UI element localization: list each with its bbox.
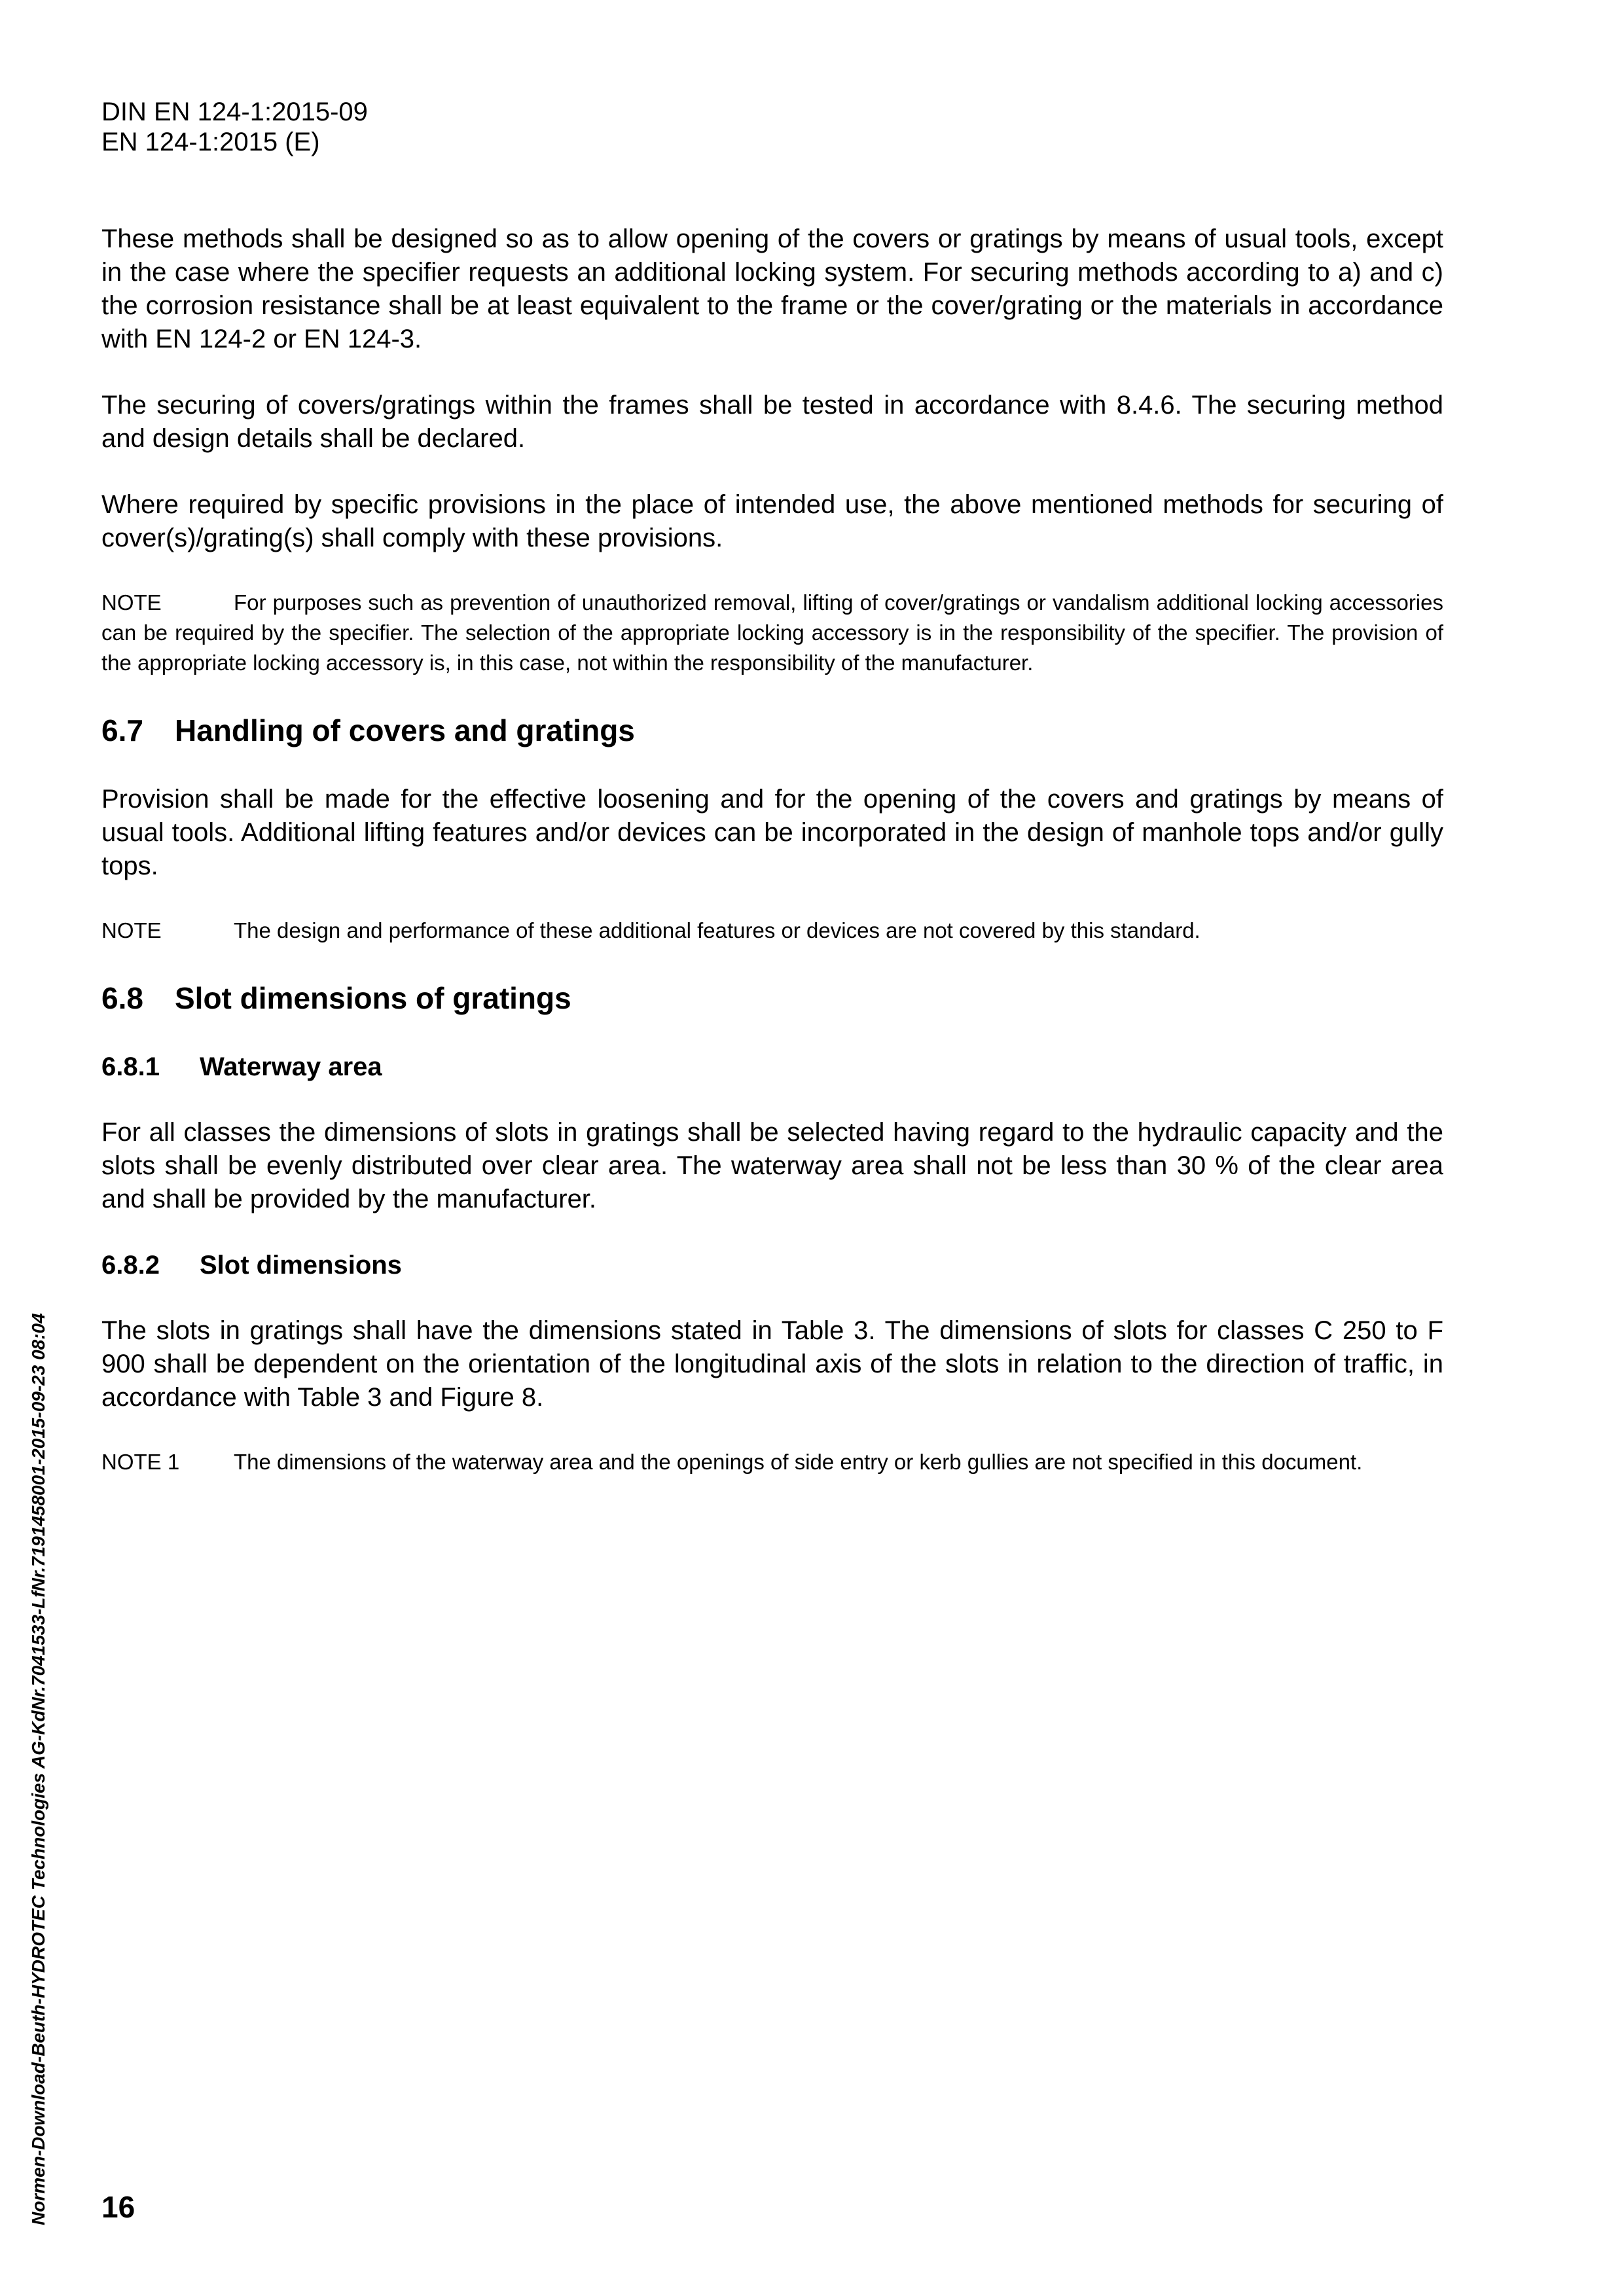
paragraph-specific-provisions: Where required by specific provisions in the place of intended use, the above mentioned methods for securing of cover(s)/grating(s) shall comply with these provisions. <box>101 490 1443 552</box>
note-label: NOTE <box>101 590 162 615</box>
page-number: 16 <box>101 2190 135 2224</box>
paragraph-waterway-area: For all classes the dimensions of slots in gratings shall be selected having regard to the hydraulic capacity and the slots shall be evenly distributed over clear area. The waterway area shall not be less than 30 % of the clear area and shall be provided by the manufacturer. <box>101 1118 1443 1213</box>
section-heading-6-8 <box>101 980 1443 1016</box>
header-din-number: DIN EN 124-1:2015-09 <box>101 98 368 126</box>
subsection-number: 6.8.1 <box>101 1052 160 1081</box>
section-number: 6.8 <box>101 981 143 1015</box>
section-heading-6-7 <box>101 712 1443 749</box>
note-text: For purposes such as prevention of unauthorized removal, lifting of cover/gratings or vandalism additional locking accessories can be required by the specifier. The selection of the appropriate locking accessory is in the responsibility of the specifier. The provision of the appropriate locking accessory is, in this case, not within the responsibility of the manufacturer. <box>101 590 1443 675</box>
paragraph-securing-test: The securing of covers/gratings within the frames shall be tested in accordance with 8.4.6. The securing method and design details shall be declared. <box>101 391 1443 453</box>
subsection-title: Waterway area <box>200 1052 382 1081</box>
paragraph-slot-dimensions: The slots in gratings shall have the dimensions stated in Table 3. The dimensions of slots for classes C 250 to F 900 shall be dependent on the orientation of the longitudinal axis of the slots in relation to the direction of traffic, in accordance with Table 3 and Figure 8. <box>101 1316 1443 1412</box>
subsection-number: 6.8.2 <box>101 1251 160 1280</box>
note-text: The design and performance of these additional features or devices are not covered by this standard. <box>234 918 1200 942</box>
note-text: The dimensions of the waterway area and the openings of side entry or kerb gullies are not specified in this document. <box>234 1450 1363 1474</box>
note-label: NOTE 1 <box>101 1450 180 1474</box>
subsection-heading-6-8-2 <box>101 1249 1443 1282</box>
paragraph-handling: Provision shall be made for the effective loosening and for the opening of the covers and gratings by means of usual tools. Additional lifting features and/or devices can be incorporated in the design of manhole tops and/or gully tops. <box>101 785 1443 880</box>
main-content <box>101 223 1443 1511</box>
paragraph-securing-methods: These methods shall be designed so as to allow opening of the covers or gratings by means of usual tools, except in the case where the specifier requests an additional locking system. For securing methods according to a) and c) the corrosion resistance shall be at least equivalent to the frame or the cover/grating or the materials in accordance with EN 124-2 or EN 124-3. <box>101 224 1443 353</box>
section-title: Handling of covers and gratings <box>175 713 635 747</box>
note-waterway-openings <box>101 1447 1443 1477</box>
subsection-heading-6-8-1 <box>101 1050 1443 1083</box>
subsection-title: Slot dimensions <box>200 1251 402 1280</box>
section-title: Slot dimensions of gratings <box>175 981 571 1015</box>
note-locking-accessories <box>101 588 1443 678</box>
note-additional-features <box>101 916 1443 946</box>
header-en-number: EN 124-1:2015 (E) <box>101 128 320 156</box>
download-watermark: Normen-Download-Beuth-HYDROTEC Technologies AG-KdNr.7041533-LfNr.7191458001-2015-09-23 08:04 <box>28 1313 48 2225</box>
section-number: 6.7 <box>101 713 143 747</box>
document-header <box>101 97 368 157</box>
note-label: NOTE <box>101 918 162 942</box>
